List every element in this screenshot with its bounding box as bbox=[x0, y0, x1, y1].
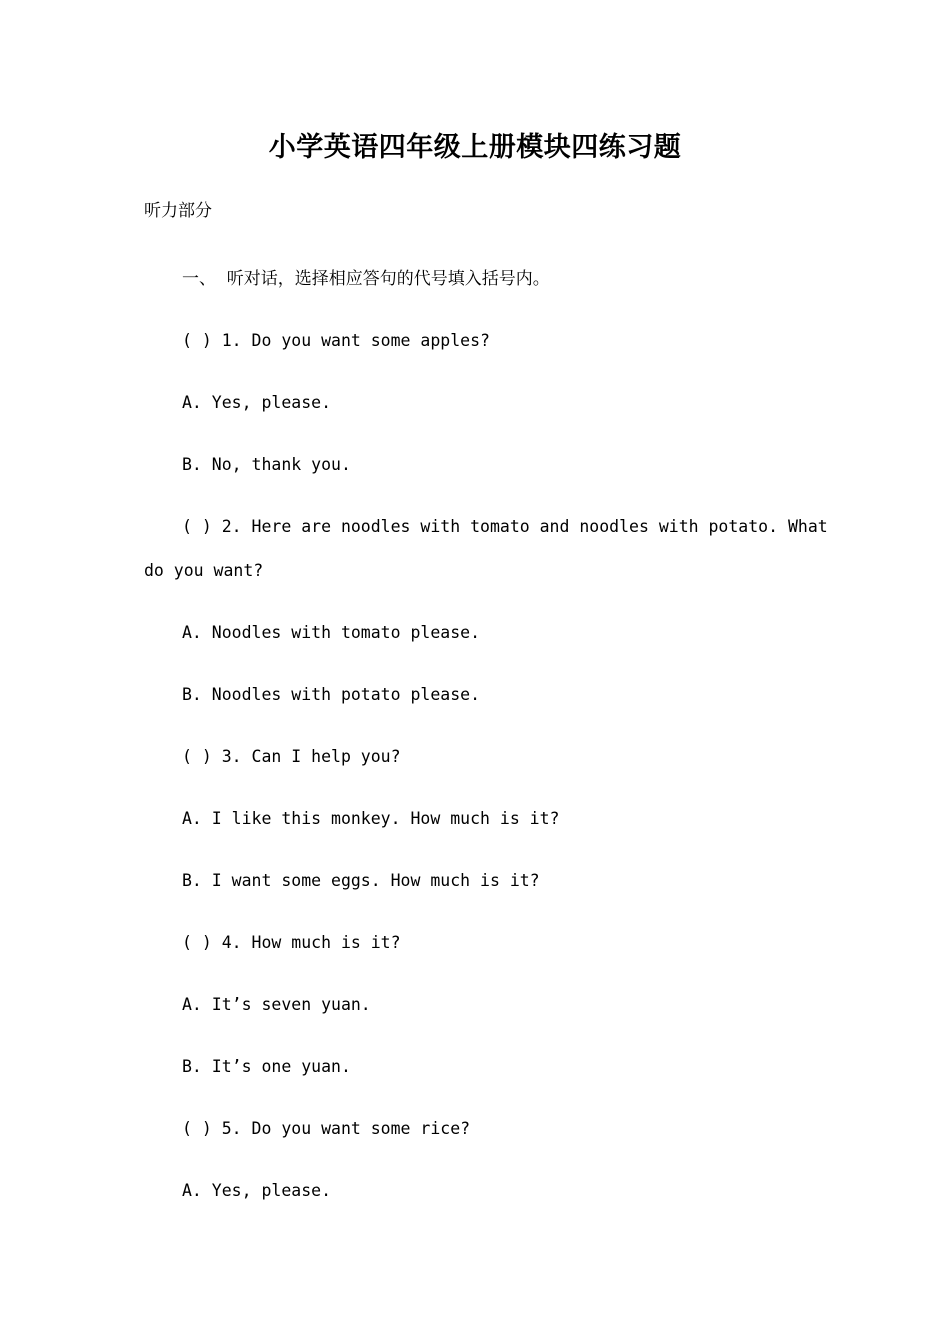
question-1-stem: ( ) 1. Do you want some apples? bbox=[182, 331, 490, 350]
question-3-option-b: B. I want some eggs. How much is it? bbox=[182, 871, 540, 890]
question-1-option-a: A. Yes, please. bbox=[182, 393, 332, 412]
question-3-stem: ( ) 3. Can I help you? bbox=[182, 747, 401, 766]
question-2-stem-line-1: ( ) 2. Here are noodles with tomato and noodles with potato. What bbox=[182, 517, 828, 536]
question-2-option-a: A. Noodles with tomato please. bbox=[182, 623, 481, 642]
question-2-stem-line-2: do you want? bbox=[144, 561, 264, 580]
question-5-option-a: A. Yes, please. bbox=[182, 1181, 332, 1200]
question-5-stem: ( ) 5. Do you want some rice? bbox=[182, 1119, 471, 1138]
question-2-option-b: B. Noodles with potato please. bbox=[182, 685, 481, 704]
question-4-option-b: B. It’s one yuan. bbox=[182, 1057, 351, 1076]
section-heading: 听力部分 bbox=[144, 201, 212, 221]
document-title: 小学英语四年级上册模块四练习题 bbox=[268, 132, 682, 163]
question-1-option-b: B. No, thank you. bbox=[182, 455, 351, 474]
part-heading: 一、 听对话，选择相应答句的代号填入括号内。 bbox=[182, 269, 550, 289]
question-4-option-a: A. It’s seven yuan. bbox=[182, 995, 371, 1014]
question-3-option-a: A. I like this monkey. How much is it? bbox=[182, 809, 560, 828]
question-4-stem: ( ) 4. How much is it? bbox=[182, 933, 401, 952]
